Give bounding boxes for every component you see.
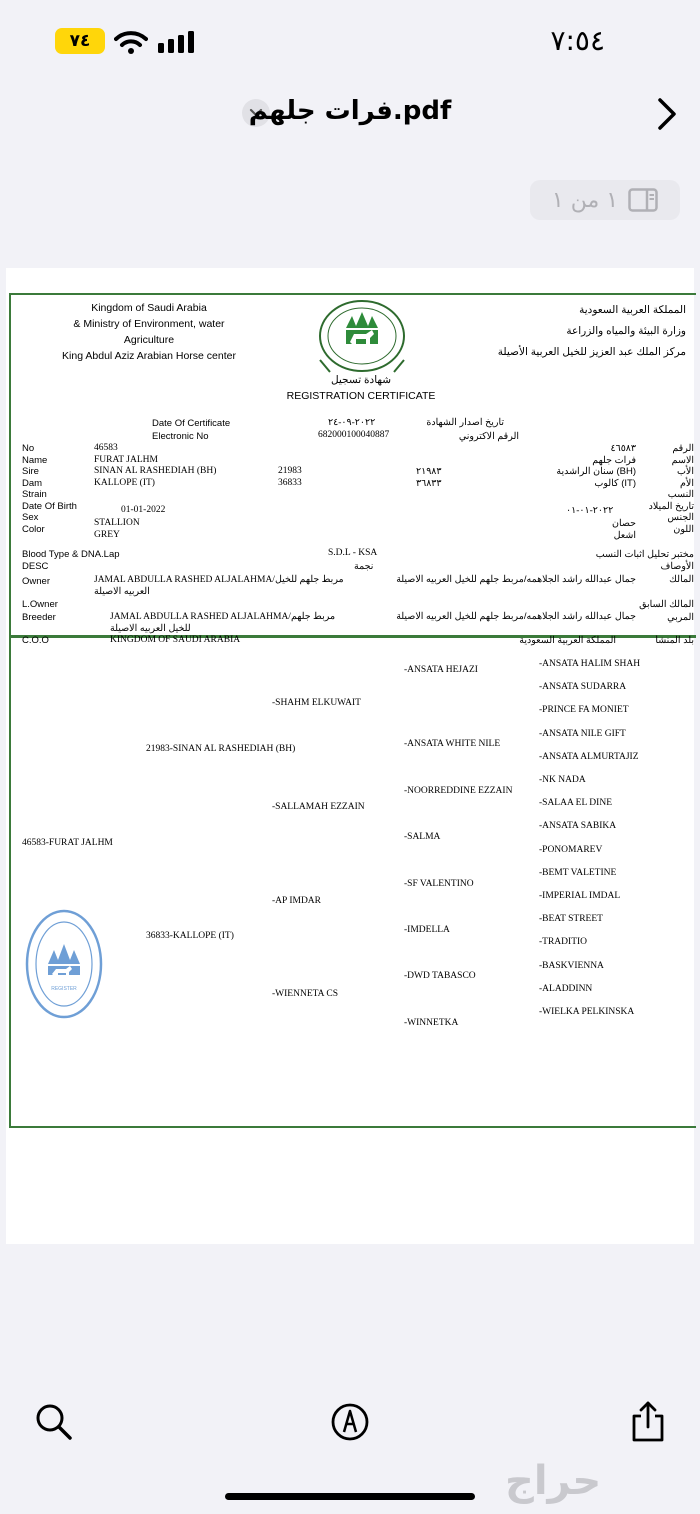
- header-en: [24, 300, 274, 364]
- pedigree-gen4: -SALAA EL DINE: [539, 798, 612, 809]
- value-breeder: JAMAL ABDULLA RASHED ALJALAHMA/مربط جلهم: [110, 612, 336, 622]
- value-coo: KINGDOM OF SAUDI ARABIA: [110, 635, 241, 645]
- pedigree-gen3: -IMDELLA: [404, 925, 450, 935]
- value-color: GREY: [94, 530, 120, 540]
- search-icon[interactable]: [34, 1402, 74, 1442]
- dam-number: 36833: [278, 478, 302, 488]
- page-count-label: ١ من ١: [551, 187, 619, 213]
- header-en-line: Agriculture: [123, 334, 175, 346]
- label-coo: C.O.O: [22, 635, 49, 646]
- value-owner-line2: العربيه الاصيلة: [94, 586, 150, 597]
- cellular-signal-icon: [158, 31, 196, 53]
- pedigree-gen2: -AP IMDAR: [272, 896, 321, 906]
- cert-title-en: REGISTRATION CERTIFICATE: [286, 390, 436, 402]
- battery-indicator: [55, 28, 105, 54]
- value-dob: 01-01-2022: [121, 505, 166, 515]
- label-sex: Sex: [22, 512, 39, 523]
- label-color: Color: [22, 523, 45, 535]
- ar-label-coo: بلد المنشأ: [655, 635, 694, 646]
- sire-number-ar: ٢١٩٨٣: [416, 467, 442, 477]
- sidebar-icon: [628, 188, 658, 212]
- value-blood: S.D.L - KSA: [328, 548, 378, 558]
- pedigree-horse: 46583-FURAT JALHM: [22, 838, 113, 848]
- value-breeder-line2: للخيل العربيه الاصيلة: [110, 623, 191, 634]
- cert-title-ar: شهادة تسجيل: [330, 374, 392, 386]
- value-sex: STALLION: [94, 518, 140, 528]
- ar-label-lowner: المالك السابق: [639, 599, 694, 610]
- ar-value-sex: حصان: [612, 518, 636, 529]
- ar-value-color: اشعل: [613, 530, 636, 541]
- pedigree-gen4: -PRINCE FA MONIET: [539, 705, 629, 716]
- pedigree-gen2: -SHAHM ELKUWAIT: [272, 698, 361, 708]
- header-ar-line: وزارة البيئة والمياه والزراعة: [566, 325, 686, 337]
- pedigree-gen3: -WINNETKA: [404, 1018, 459, 1028]
- label-strain: Strain: [22, 489, 47, 500]
- ar-label-owner: المالك: [669, 574, 694, 585]
- pedigree-gen4: -IMPERIAL IMDAL: [539, 891, 621, 902]
- value-owner: JAMAL ABDULLA RASHED ALJALAHMA/مربط جلهم للخيل: [94, 575, 344, 585]
- header-en-line: Kingdom of Saudi Arabia: [91, 302, 207, 314]
- pedigree-gen4: -NK NADA: [539, 775, 586, 786]
- pedigree-gen3: -NOORREDDINE EZZAIN: [404, 786, 513, 796]
- page-indicator[interactable]: [530, 180, 680, 220]
- value-sire: SINAN AL RASHEDIAH (BH): [94, 466, 217, 476]
- ar-label-blood: مختبر تحليل اثبات النسب: [595, 549, 694, 560]
- label-blood: Blood Type & DNA.Lap: [22, 549, 120, 560]
- electronic-label-ar: الرقم الاكتروني: [458, 431, 519, 442]
- ar-value-breeder: جمال عبدالله راشد الجلاهمه/مربط جلهم للخيل العربيه الاصيلة: [396, 611, 636, 622]
- label-name: Name: [22, 454, 48, 466]
- ar-label-name: الاسم: [671, 454, 694, 466]
- pdf-page[interactable]: [6, 268, 694, 1244]
- header-en-line: King Abdul Aziz Arabian Horse center: [62, 350, 236, 362]
- ar-label-sex: الجنس: [667, 512, 694, 523]
- label-no: No: [22, 443, 35, 454]
- label-lowner: L.Owner: [22, 599, 58, 610]
- pedigree-gen2: -SALLAMAH EZZAIN: [272, 802, 365, 812]
- pedigree-gen4: -ANSATA HALIM SHAH: [539, 659, 641, 669]
- label-dam: Dam: [22, 477, 43, 489]
- pedigree-gen3: -SF VALENTINO: [404, 879, 474, 889]
- label-owner: Owner: [22, 576, 50, 587]
- wifi-icon: [114, 30, 148, 54]
- pedigree-gen4: -BEMT VALETINE: [539, 867, 617, 878]
- arabic-labels: [634, 443, 694, 535]
- battery-level: ٧٤: [69, 31, 91, 51]
- label-dob: Date Of Birth: [22, 500, 77, 512]
- header-ar: [446, 300, 686, 363]
- date-label-ar: تاريخ اصدار الشهادة: [426, 417, 504, 428]
- date-value: ٢٠٢٢-٠٩-٢٤: [328, 418, 376, 428]
- label-sire: Sire: [22, 466, 39, 477]
- pedigree-gen4: -ANSATA ALMURTAJIZ: [539, 751, 639, 762]
- pedigree-dam: 36833-KALLOPE (IT): [146, 931, 234, 941]
- ar-label-strain: النسب: [667, 489, 694, 500]
- pedigree-gen4: -ANSATA NILE GIFT: [539, 728, 626, 739]
- pedigree-gen4: -ALADDINN: [539, 983, 593, 994]
- pedigree-gen4: -ANSATA SUDARRA: [539, 682, 627, 693]
- share-icon[interactable]: [630, 1400, 666, 1444]
- value-desc: نجمة: [354, 561, 374, 572]
- ar-label-color: اللون: [673, 523, 694, 535]
- ar-label-sire: الأب: [676, 466, 694, 477]
- value-dam: KALLOPE (IT): [94, 477, 155, 488]
- ar-label-desc: الأوصاف: [660, 561, 694, 572]
- dam-number-ar: ٣٦٨٣٣: [416, 479, 442, 489]
- header-ar-line: المملكة العربية السعودية: [579, 304, 686, 316]
- field-values: [94, 443, 216, 489]
- pedigree-gen3: -ANSATA HEJAZI: [404, 665, 478, 675]
- pedigree-sire: 21983-SINAN AL RASHEDIAH (BH): [146, 744, 296, 754]
- ar-label-no: الرقم: [672, 443, 694, 454]
- ar-label-dob: تاريخ الميلاد: [648, 500, 694, 512]
- document-title[interactable]: فرات جلهم.pdf: [248, 96, 452, 126]
- label-breeder: Breeder: [22, 612, 56, 623]
- pedigree-gen4: -BEAT STREET: [539, 914, 603, 925]
- value-name: FURAT JALHM: [94, 454, 158, 465]
- pedigree-gen3: -SALMA: [404, 832, 441, 842]
- stamp-text: REGISTER: [51, 986, 77, 992]
- electronic-label: Electronic No: [152, 431, 209, 442]
- date-label: Date Of Certificate: [152, 418, 231, 429]
- field-labels: [22, 443, 77, 535]
- header-ar-line: مركز الملك عبد العزيز للخيل العربية الأصيلة: [497, 346, 686, 358]
- back-chevron-icon[interactable]: [656, 96, 680, 132]
- ar-value-dob: ٢٠٢٢-٠١-٠١: [566, 506, 614, 516]
- pedigree-gen4: -ANSATA SABIKA: [539, 821, 617, 832]
- pedigree-gen3: -DWD TABASCO: [404, 971, 476, 981]
- pedigree-gen4-list: [539, 653, 640, 1024]
- label-desc: DESC: [22, 561, 49, 572]
- ar-label-breeder: المربي: [667, 612, 694, 623]
- ar-value-sire: (BH) سنان الراشدية: [556, 466, 636, 477]
- ar-value-coo: المملكة العربية السعودية: [519, 635, 616, 646]
- sire-number: 21983: [278, 466, 302, 476]
- pedigree-gen4: -WIELKA PELKINSKA: [539, 1007, 635, 1018]
- ar-value-name: فرات جلهم: [592, 454, 636, 466]
- pedigree-gen4: -TRADITIO: [539, 937, 588, 948]
- pedigree-gen4: -PONOMAREV: [539, 844, 603, 855]
- official-stamp-icon: [24, 908, 104, 1020]
- pedigree-gen4: -BASKVIENNA: [539, 960, 604, 971]
- horse-center-logo-icon: [316, 298, 408, 378]
- ar-label-dam: الأم: [680, 477, 694, 489]
- home-indicator[interactable]: [225, 1493, 475, 1500]
- value-no: 46583: [94, 443, 118, 453]
- electronic-value: 682000100040887: [318, 430, 390, 440]
- pedigree-gen2: -WIENNETA CS: [272, 989, 338, 999]
- arabic-values: [476, 443, 636, 489]
- ar-value-owner: جمال عبدالله راشد الجلاهمه/مربط جلهم للخيل العربيه الاصيلة: [396, 574, 636, 585]
- watermark-logo: حراج: [505, 1458, 602, 1504]
- ar-value-dam: (IT) كالوب: [594, 477, 636, 489]
- pedigree-gen3: -ANSATA WHITE NILE: [404, 739, 501, 749]
- ar-value-no: ٤٦٥٨٣: [610, 443, 636, 454]
- clock-time: ٧:٥٤: [550, 24, 605, 57]
- header-en-line: & Ministry of Environment, water: [73, 318, 225, 330]
- markup-icon[interactable]: [330, 1402, 370, 1442]
